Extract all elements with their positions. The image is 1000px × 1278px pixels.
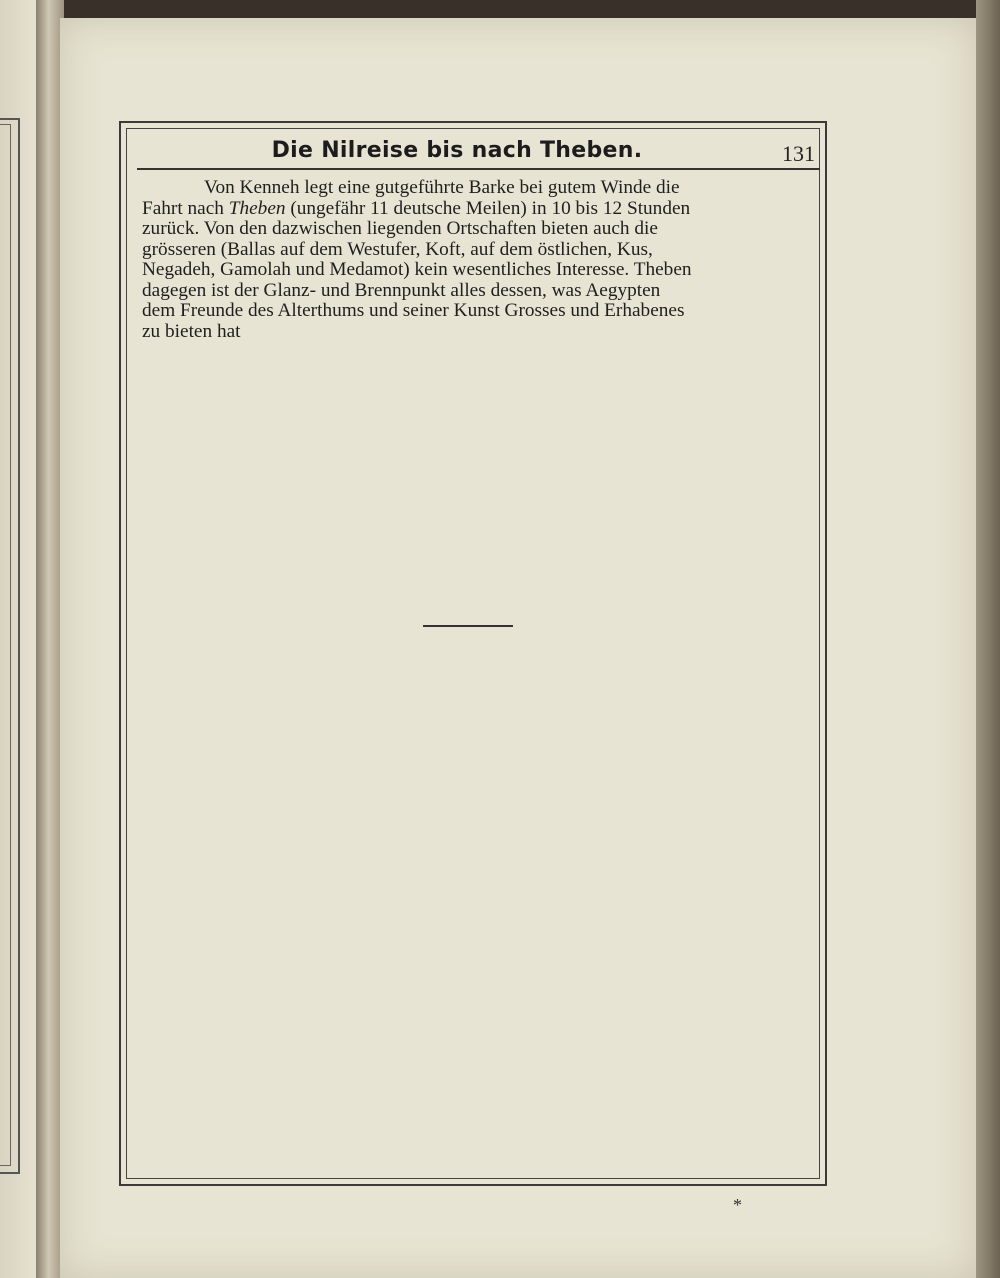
italic-place-name: Theben [228,197,286,219]
page-number: 131 [782,141,815,166]
body-paragraph [142,178,805,342]
facing-page-inner-frame [0,124,11,1166]
section-divider [423,625,513,627]
text-line: zurück. Von den dazwischen liegenden Ortschaften bieten auch die [142,218,658,239]
text-line: dem Freunde des Alterthums und seiner Kunst Grosses und Erhabenes [142,300,685,321]
running-title: Die Nilreise bis nach Theben. [271,138,643,163]
text-line: zu bieten hat [142,320,241,342]
text-line: Von Kenneh legt eine gutgeführte Barke bei gutem Winde die [204,177,680,198]
text-line: dagegen ist der Glanz- und Brennpunkt alles dessen, was Aegypten [142,279,661,301]
text-line: Negadeh, Gamolah und Medamot) kein wesentliches Interesse. Theben [142,259,692,280]
signature-mark: * [733,1195,742,1215]
text-line: Fahrt nach Theben (ungefähr 11 deutsche Meilen) in 10 bis 12 Stunden [142,197,691,219]
page-edge [976,0,1000,1278]
text-line: grösseren (Ballas auf dem Westufer, Koft, auf dem östlichen, Kus, [142,238,653,260]
header-rule [137,168,820,170]
